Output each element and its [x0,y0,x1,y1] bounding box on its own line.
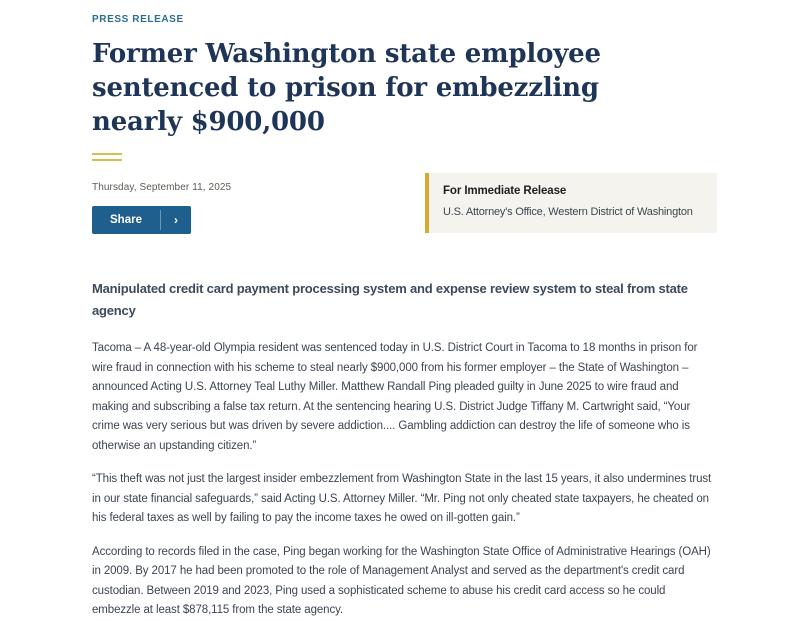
share-button[interactable] [92,206,191,234]
share-button-label: Share [110,214,142,226]
article-paragraph: According to records filed in the case, Ping began working for the Washington State Office of Administrative Hearings (OAH) in 2009. By 2017 he had been promoted to the role of Management Analyst and served as the department's credit card custodian. Between 2019 and 2023, Ping used a sophisticated scheme to abuse his credit card access so he could embezzle at least $878,115 from the state agency. [92,545,711,616]
release-box-office: U.S. Attorney's Office, Western District of Washington [443,206,693,218]
meta-row [92,173,717,234]
article-paragraph: Tacoma – A 48-year-old Olympia resident was sentenced today in U.S. District Court in Tacoma to 18 months in prison for wire fraud in connection with his scheme to steal nearly $900,000 from his former employer – the State of Washington – announced Acting U.S. Attorney Teal Luthy Miller. Matthew Randall Ping pleaded guilty in June 2025 to wire fraud and making and subscribing a false tax return. At the sentencing hearing U.S. District Judge Tiffany M. Cartwright said, “Your crime was very serious but was driven by severe addiction.... Gambling addiction can destroy the life of someone who is otherwise an upstanding citizen.” [92,342,698,452]
immediate-release-box [425,173,717,233]
publish-date: Thursday, September 11, 2025 [92,182,232,193]
headline-divider [92,153,122,161]
page-title: Former Washington state employee sentenced to prison for embezzling nearly $900,000 [92,39,601,137]
article-subheading: Manipulated credit card payment processing system and expense review system to steal from state agency [92,281,688,318]
press-release-eyebrow: PRESS RELEASE [92,14,184,25]
meta-left-column [92,173,231,234]
article-body [92,278,716,621]
article-paragraph: “This theft was not just the largest insider embezzlement from Washington State in the last 15 years, it also undermines trust in our state financial safeguards,” said Acting U.S. Attorney Miller. “Mr. Ping not only cheated state taxpayers, he cheated on his federal taxes as well by failing to pay the income taxes he owed on ill-gotten gain.” [92,473,712,524]
release-box-title: For Immediate Release [443,185,567,197]
chevron-right-icon: › [173,213,178,227]
